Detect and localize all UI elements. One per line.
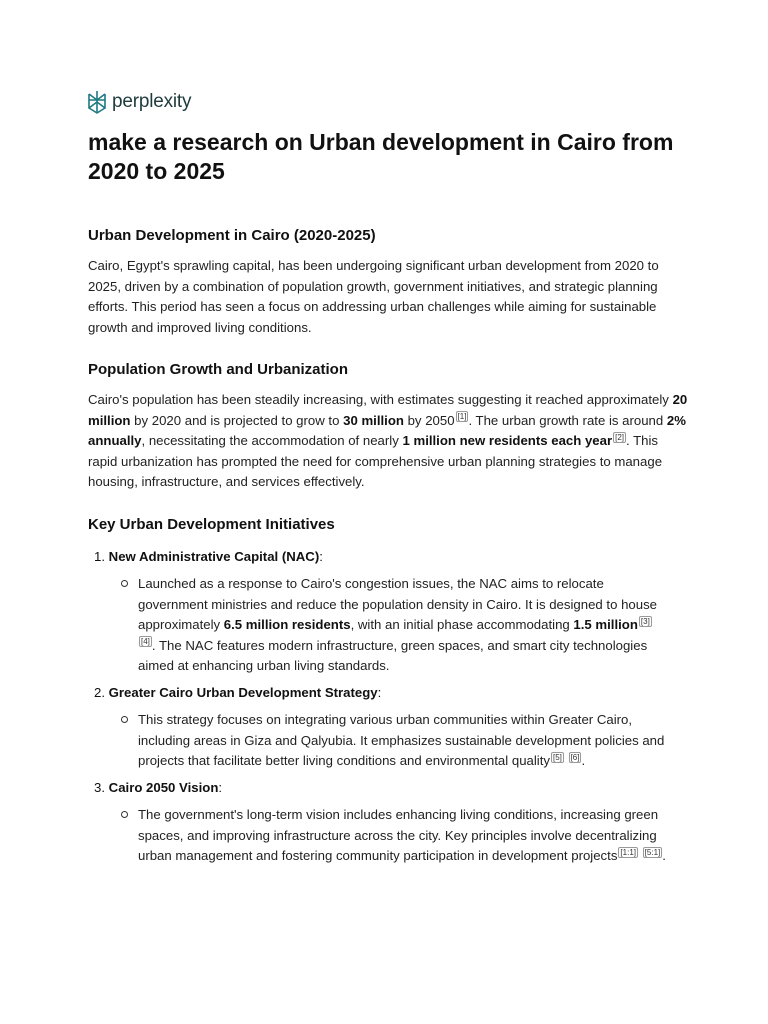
bold-run: 1.5 million xyxy=(573,617,638,633)
citation-link[interactable]: [5] xyxy=(552,752,562,762)
text-run: . The NAC features modern infrastructure, green spaces, and smart city technologies aimed at enhancing urban living standards. xyxy=(138,637,648,674)
section-heading-intro: Urban Development in Cairo (2020-2025) xyxy=(88,227,376,244)
section-heading-population: Population Growth and Urbanization xyxy=(88,361,348,378)
text-run: by 2050 xyxy=(403,412,455,428)
citation-link[interactable]: [3] xyxy=(640,616,650,626)
citation-link[interactable]: [6] xyxy=(570,752,580,762)
text-run: . The urban growth rate is around xyxy=(468,412,667,428)
bold-run: 6.5 million residents xyxy=(223,617,351,633)
text-run: . This rapid urbanization has prompted the need for comprehensive urban planning strategies to manage housing, infrastructure, and services effectively. xyxy=(88,433,663,490)
text-run: . xyxy=(581,753,586,769)
bold-run: 1 million new residents each year xyxy=(402,433,613,449)
text-run: : xyxy=(377,685,382,700)
citation-link[interactable]: [2] xyxy=(615,432,624,442)
citation-link[interactable]: [1] xyxy=(457,412,467,422)
population-paragraph xyxy=(88,390,688,493)
list-item-1 xyxy=(94,549,323,564)
bold-run: 30 million xyxy=(343,412,404,428)
text-run: , necessitating the accommodation of nearly xyxy=(141,433,403,449)
bold-run: 2% annually xyxy=(88,412,686,449)
text-run: : xyxy=(218,780,223,795)
perplexity-logo-icon xyxy=(86,90,108,114)
list-item-2 xyxy=(94,685,381,700)
text-run: by 2020 and is projected to grow to xyxy=(130,412,344,428)
list-item-3-detail xyxy=(138,805,668,867)
list-number: 1. xyxy=(94,549,105,564)
bullet-icon xyxy=(121,811,128,818)
list-item-title: Cairo 2050 Vision xyxy=(108,780,219,795)
brand-name: perplexity xyxy=(112,91,192,112)
text-run: . xyxy=(662,848,666,864)
text-run: : xyxy=(319,549,323,564)
list-item-title: Greater Cairo Urban Development Strategy xyxy=(108,685,378,700)
list-item-2-detail xyxy=(138,710,668,772)
citation-link[interactable]: [1:1] xyxy=(620,847,636,857)
citation-link[interactable]: [5:1] xyxy=(644,847,661,857)
bullet-icon xyxy=(121,716,128,723)
text-run: , with an initial phase accommodating xyxy=(350,617,574,633)
text-run: Cairo's population has been steadily increasing, with estimates suggesting it reached approximately xyxy=(88,392,673,407)
citation-link[interactable]: [4] xyxy=(141,637,150,647)
list-number: 2. xyxy=(94,685,105,700)
brand xyxy=(86,90,191,114)
list-item-1-detail xyxy=(138,574,668,677)
section-heading-initiatives: Key Urban Development Initiatives xyxy=(88,516,335,533)
page-title: make a research on Urban development in Cairo from 2020 to 2025 xyxy=(88,129,674,184)
intro-paragraph: Cairo, Egypt's sprawling capital, has been undergoing significant urban development from 2020 to 2025, driven by a combination of population growth, government initiatives, and strategic planning efforts. This period has seen a focus on addressing urban challenges while aiming for sustainable growth and improved living conditions. xyxy=(88,258,659,335)
list-item-title: New Administrative Capital (NAC) xyxy=(108,549,320,564)
bold-run: 20 million xyxy=(88,392,688,428)
list-item-3 xyxy=(94,780,222,795)
text-run: Launched as a response to Cairo's congestion issues, the NAC aims to relocate government ministries and reduce the population density in Cairo. It is designed to house approximately xyxy=(138,576,658,633)
list-number: 3. xyxy=(94,780,105,795)
bullet-icon xyxy=(121,580,128,587)
text-run: The government's long-term vision includes enhancing living conditions, increasing green spaces, and improving infrastructure across the city. Key principles involve decentralizing urban management and fostering community participation in development projects xyxy=(138,807,659,864)
text-run: This strategy focuses on integrating various urban communities within Greater Cairo, including areas in Giza and Qalyubia. It emphasizes sustainable development policies and projects that facilitate better living conditions and environmental quality xyxy=(138,712,665,769)
